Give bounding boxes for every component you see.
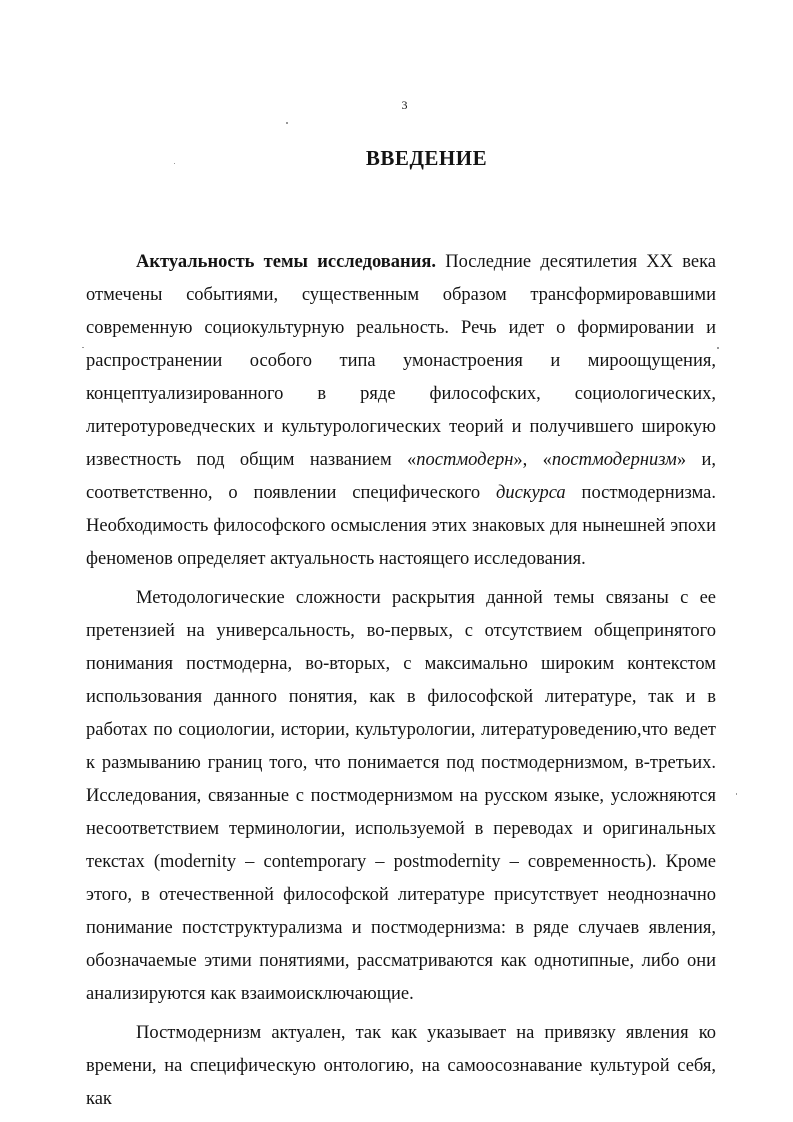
paragraph-lead-heading: Актуальность темы исследования. — [136, 252, 436, 272]
paragraph-text-segment: постмодернизма. Необходимость философского осмысления этих знаковых для нынешней эпохи феноменов определяет актуальность настоящего исследования. — [86, 483, 717, 569]
paragraph-relevance — [86, 246, 716, 576]
page-title: ВВЕДЕНИЕ — [365, 146, 488, 170]
scan-speck — [736, 793, 737, 795]
scan-speck — [82, 347, 84, 348]
scan-speck — [286, 122, 288, 124]
page-number: 3 — [401, 98, 408, 112]
scan-speck — [717, 347, 719, 349]
paragraph-text-segment: Последние десятилетия XX века отмечены событиями, существенным образом трансформировавшими современную социокультурную реальность. Речь идет о формировании и распространении особого типа умонастроения и мироощущения, концептуализированного в ряде философских, социологических, литеротуроведческих и культурологических теорий и получившего широкую известность под общим названием « — [86, 252, 716, 470]
term-discourse: дискурса — [496, 483, 566, 503]
term-postmodern: постмодерн — [416, 450, 514, 470]
term-postmodernism: постмодернизм — [551, 450, 677, 470]
paragraph-text-segment: », « — [513, 450, 552, 470]
paragraph-relevance-continued: Постмодернизм актуален, так как указывает на привязку явления ко времени, на специфическую онтологию, на самоосознавание культурой себя, как — [86, 1023, 716, 1109]
paragraph-text-segment: » и, соответственно, о появлении специфического — [86, 450, 716, 503]
scan-speck — [174, 163, 175, 164]
paragraph-methodology: Методологические сложности раскрытия данной темы связаны с ее претензией на универсальность, во-первых, с отсутствием общепринятого понимания постмодерна, во-вторых, с максимально широким контекстом использования данного понятия, как в философской литературе, так и в работах по социологии, истории, культурологии, литературоведению,что ведет к размыванию границ того, что понимается под постмодернизмом, в-третьих. Исследования, связанные с постмодернизмом на русском языке, усложняются несоответствием терминологии, используемой в переводах и оригинальных текстах (modernity – contemporary – postmodernity – современность). Кроме этого, в отечественной философской литературе присутствует неоднозначно понимание постструктурализма и постмодернизма: в ряде случаев явления, обозначаемые этими понятиями, рассматриваются как однотипные, либо они анализируются как взаимоисключающие. — [86, 588, 716, 1004]
body-text — [86, 246, 716, 1116]
